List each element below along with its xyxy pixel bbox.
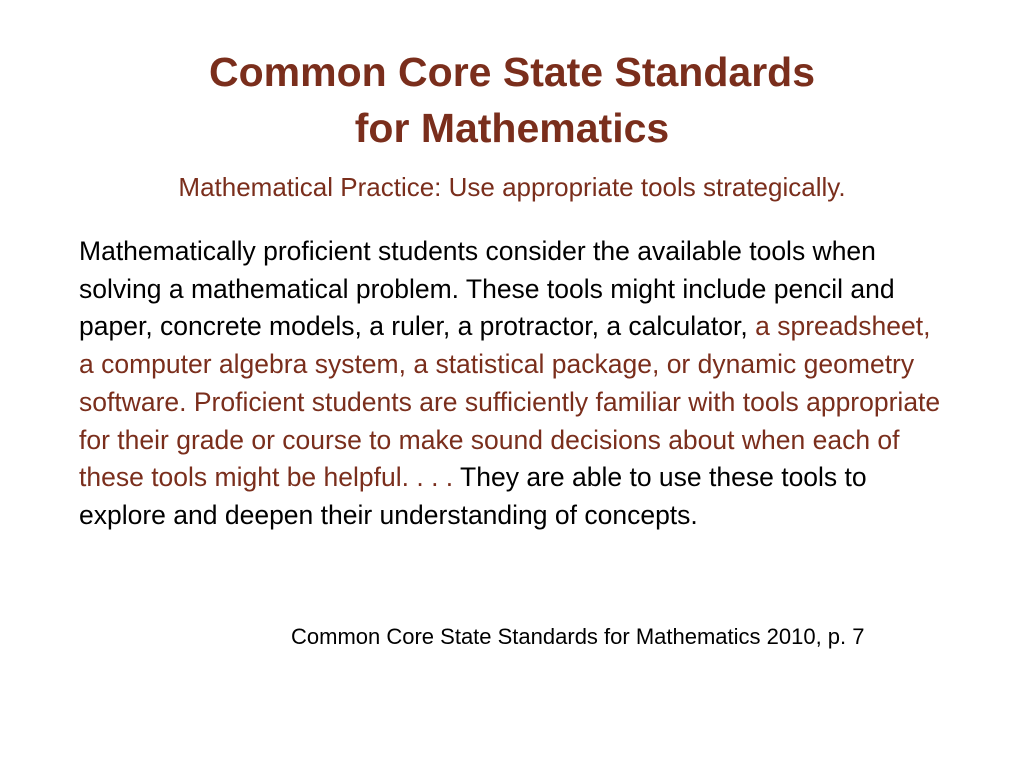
citation: Common Core State Standards for Mathematics 2010, p. 7 [291, 624, 865, 649]
body-paragraph [79, 233, 949, 535]
slide-subtitle: Mathematical Practice: Use appropriate tools strategically. [178, 172, 846, 202]
slide-title [0, 44, 1024, 156]
body-text-conclusion: They are able to use these tools to explore and deepen their understanding of concepts. [79, 462, 867, 530]
body-text-intro: Mathematically proficient students consider the available tools when solving a mathematical problem. These tools might include pencil and paper, concrete models, a ruler, a protractor, a calculator, [79, 236, 895, 342]
body-text-highlight: a spreadsheet, a computer algebra system, a statistical package, or dynamic geometry software. Proficient students are sufficiently familiar with tools appropriate for their grade or course to make sound decisions about when each of these tools might be helpful. . . . [79, 311, 941, 493]
title-line-2: for Mathematics [354, 105, 670, 151]
title-line-1: Common Core State Standards [209, 49, 815, 95]
